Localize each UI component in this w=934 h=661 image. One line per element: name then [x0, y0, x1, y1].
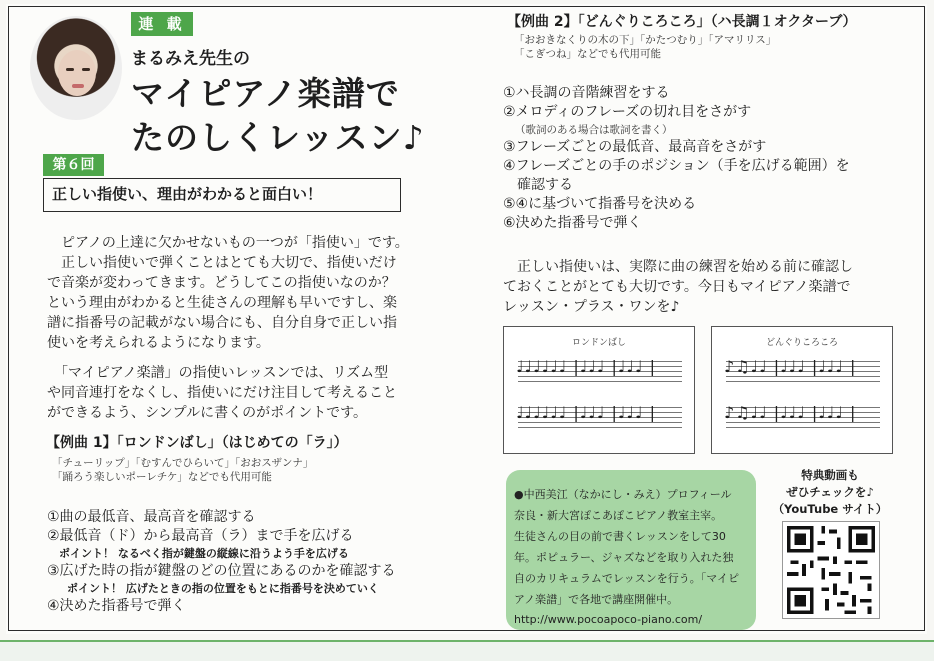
- step-item: ④決めた指番号で弾く: [47, 598, 186, 614]
- teacher-label: まるみえ先生の: [131, 49, 250, 69]
- step-note: （歌詞のある場合は歌詞を書く）: [515, 124, 673, 136]
- step-item: 確認する: [503, 177, 573, 193]
- score-notes: ♪♫♩♩ |♩♩♩ |♩♩♩ |: [724, 357, 857, 376]
- alt-line: 「おおきなくりの木の下」「かたつむり」「アマリリス」: [514, 34, 777, 46]
- example1-title: 【例曲 1】「ロンドンばし」（はじめての「ラ」）: [46, 435, 348, 451]
- text-line: ておくことがとても大切です。今日もマイピアノ楽譜で: [503, 279, 851, 295]
- score-image-donguri: [711, 326, 893, 454]
- step-item: ①曲の最低音、最高音を確認する: [47, 509, 256, 525]
- step-item: ④フレーズごとの手のポジション（手を広げる範囲）を: [503, 158, 850, 174]
- step-item: ③フレーズごとの最低音、最高音をさがす: [503, 139, 767, 155]
- special-line: ぜひチェックを♪: [786, 485, 874, 499]
- point-note: ポイント！ なるべく指が鍵盤の縦線に沿うよう手を広げる: [59, 547, 349, 560]
- text-line: や同音連打をなくし、指使いにだけ注目して考えること: [47, 385, 397, 401]
- profile-line: 生徒さんの目の前で書くレッスンをして30: [514, 530, 726, 543]
- text-line: 譜に指番号の記載がない場合にも、自分自身で正しい指: [47, 315, 397, 331]
- text-line: レッスン・プラス・ワンを♪: [503, 299, 680, 315]
- special-line: （YouTube サイト）: [772, 502, 888, 516]
- step-item: ⑤④に基づいて指番号を決める: [503, 196, 697, 212]
- author-profile-box: [506, 470, 756, 630]
- series-badge: 連 載: [131, 12, 193, 36]
- title-line-2: たのしくレッスン♪: [131, 118, 425, 157]
- step-item: ②最低音（ド）から最高音（ラ）まで手を広げる: [47, 528, 354, 544]
- text-line: ができるよう、シンプルに書くのがポイントです。: [47, 405, 367, 421]
- text-line: 「マイピアノ楽譜」の指使いレッスンでは、リズム型: [47, 365, 389, 381]
- example2-steps: [503, 84, 850, 233]
- text-line: 正しい指使いで弾くことはとても大切で、指使いだけ: [47, 255, 397, 271]
- author-photo: [30, 16, 122, 120]
- score-image-london-bridge: [503, 326, 695, 454]
- profile-line: アノ楽譜」で各地で講座開催中。: [514, 593, 679, 606]
- score-notes: ♩♩♩♩♩♩ |♩♩♩ |♩♩♩ |: [516, 403, 656, 422]
- example1-steps: [47, 508, 396, 616]
- article-headline: 正しい指使い、理由がわかると面白い！: [43, 178, 401, 212]
- title-line-1: マイピアノ楽譜で: [131, 74, 400, 113]
- special-video-note: [765, 467, 895, 518]
- text-line: という理由がわかると生徒さんの理解も早いですし、楽: [47, 295, 397, 311]
- point-note: ポイント！ 広げたときの指の位置をもとに指番号を決めていく: [67, 582, 379, 595]
- profile-line: 年。ポピュラー、ジャズなどを取り入れた独: [514, 551, 734, 564]
- example1-alternatives: [52, 456, 313, 484]
- score-caption: ロンドンばし: [571, 338, 626, 348]
- episode-badge: 第６回: [43, 154, 104, 176]
- profile-line: 奈良・新大宮ぽこあぽこピアノ教室主宰。: [514, 509, 723, 522]
- qr-code[interactable]: [782, 521, 880, 619]
- text-line: 正しい指使いは、実際に曲の練習を始める前に確認し: [503, 259, 853, 275]
- bottom-band: [0, 640, 934, 661]
- intro-paragraph: [47, 233, 409, 353]
- text-line: ピアノの上達に欠かせないもの一つが「指使い」です。: [47, 235, 409, 251]
- step-item: ⑥決めた指番号で弾く: [503, 215, 642, 231]
- step-item: ①ハ長調の音階練習をする: [503, 85, 670, 101]
- example2-alternatives: [514, 33, 776, 61]
- step-item: ③広げた時の指が鍵盤のどの位置にあるのかを確認する: [47, 563, 396, 579]
- score-notes: ♩♩♩♩♩♩ |♩♩♩ |♩♩♩ |: [516, 357, 656, 376]
- alt-line: 「こぎつね」などでも代用可能: [514, 48, 661, 60]
- text-line: で音楽が変わってきます。どうしてこの指使いなのか？: [47, 275, 396, 291]
- closing-paragraph: [503, 257, 853, 317]
- example2-title: 【例曲 2】「どんぐりころころ」（ハ長調１オクターブ）: [507, 14, 857, 30]
- text-line: 使いを考えられるようになります。: [47, 335, 270, 351]
- step-item: ②メロディのフレーズの切れ目をさがす: [503, 104, 752, 120]
- alt-line: 「チューリップ」「むすんでひらいて」「おおスザンナ」: [52, 457, 314, 469]
- score-notes: ♪♫♩♩ |♩♩♩ |♩♩♩ |: [724, 403, 857, 422]
- score-caption: どんぐりころころ: [765, 338, 838, 348]
- alt-line: 「踊ろう楽しいポーレチケ」などでも代用可能: [52, 471, 272, 483]
- profile-url[interactable]: http://www.pocoapoco-piano.com/: [514, 613, 703, 626]
- profile-line: ●中西美江（なかにし・みえ）プロフィール: [514, 488, 732, 501]
- bottom-divider: [0, 640, 934, 642]
- intro-paragraph-2: [47, 363, 397, 423]
- special-line: 特典動画も: [801, 468, 859, 482]
- profile-line: 自のカリキュラムでレッスンを行う。「マイピ: [514, 572, 740, 585]
